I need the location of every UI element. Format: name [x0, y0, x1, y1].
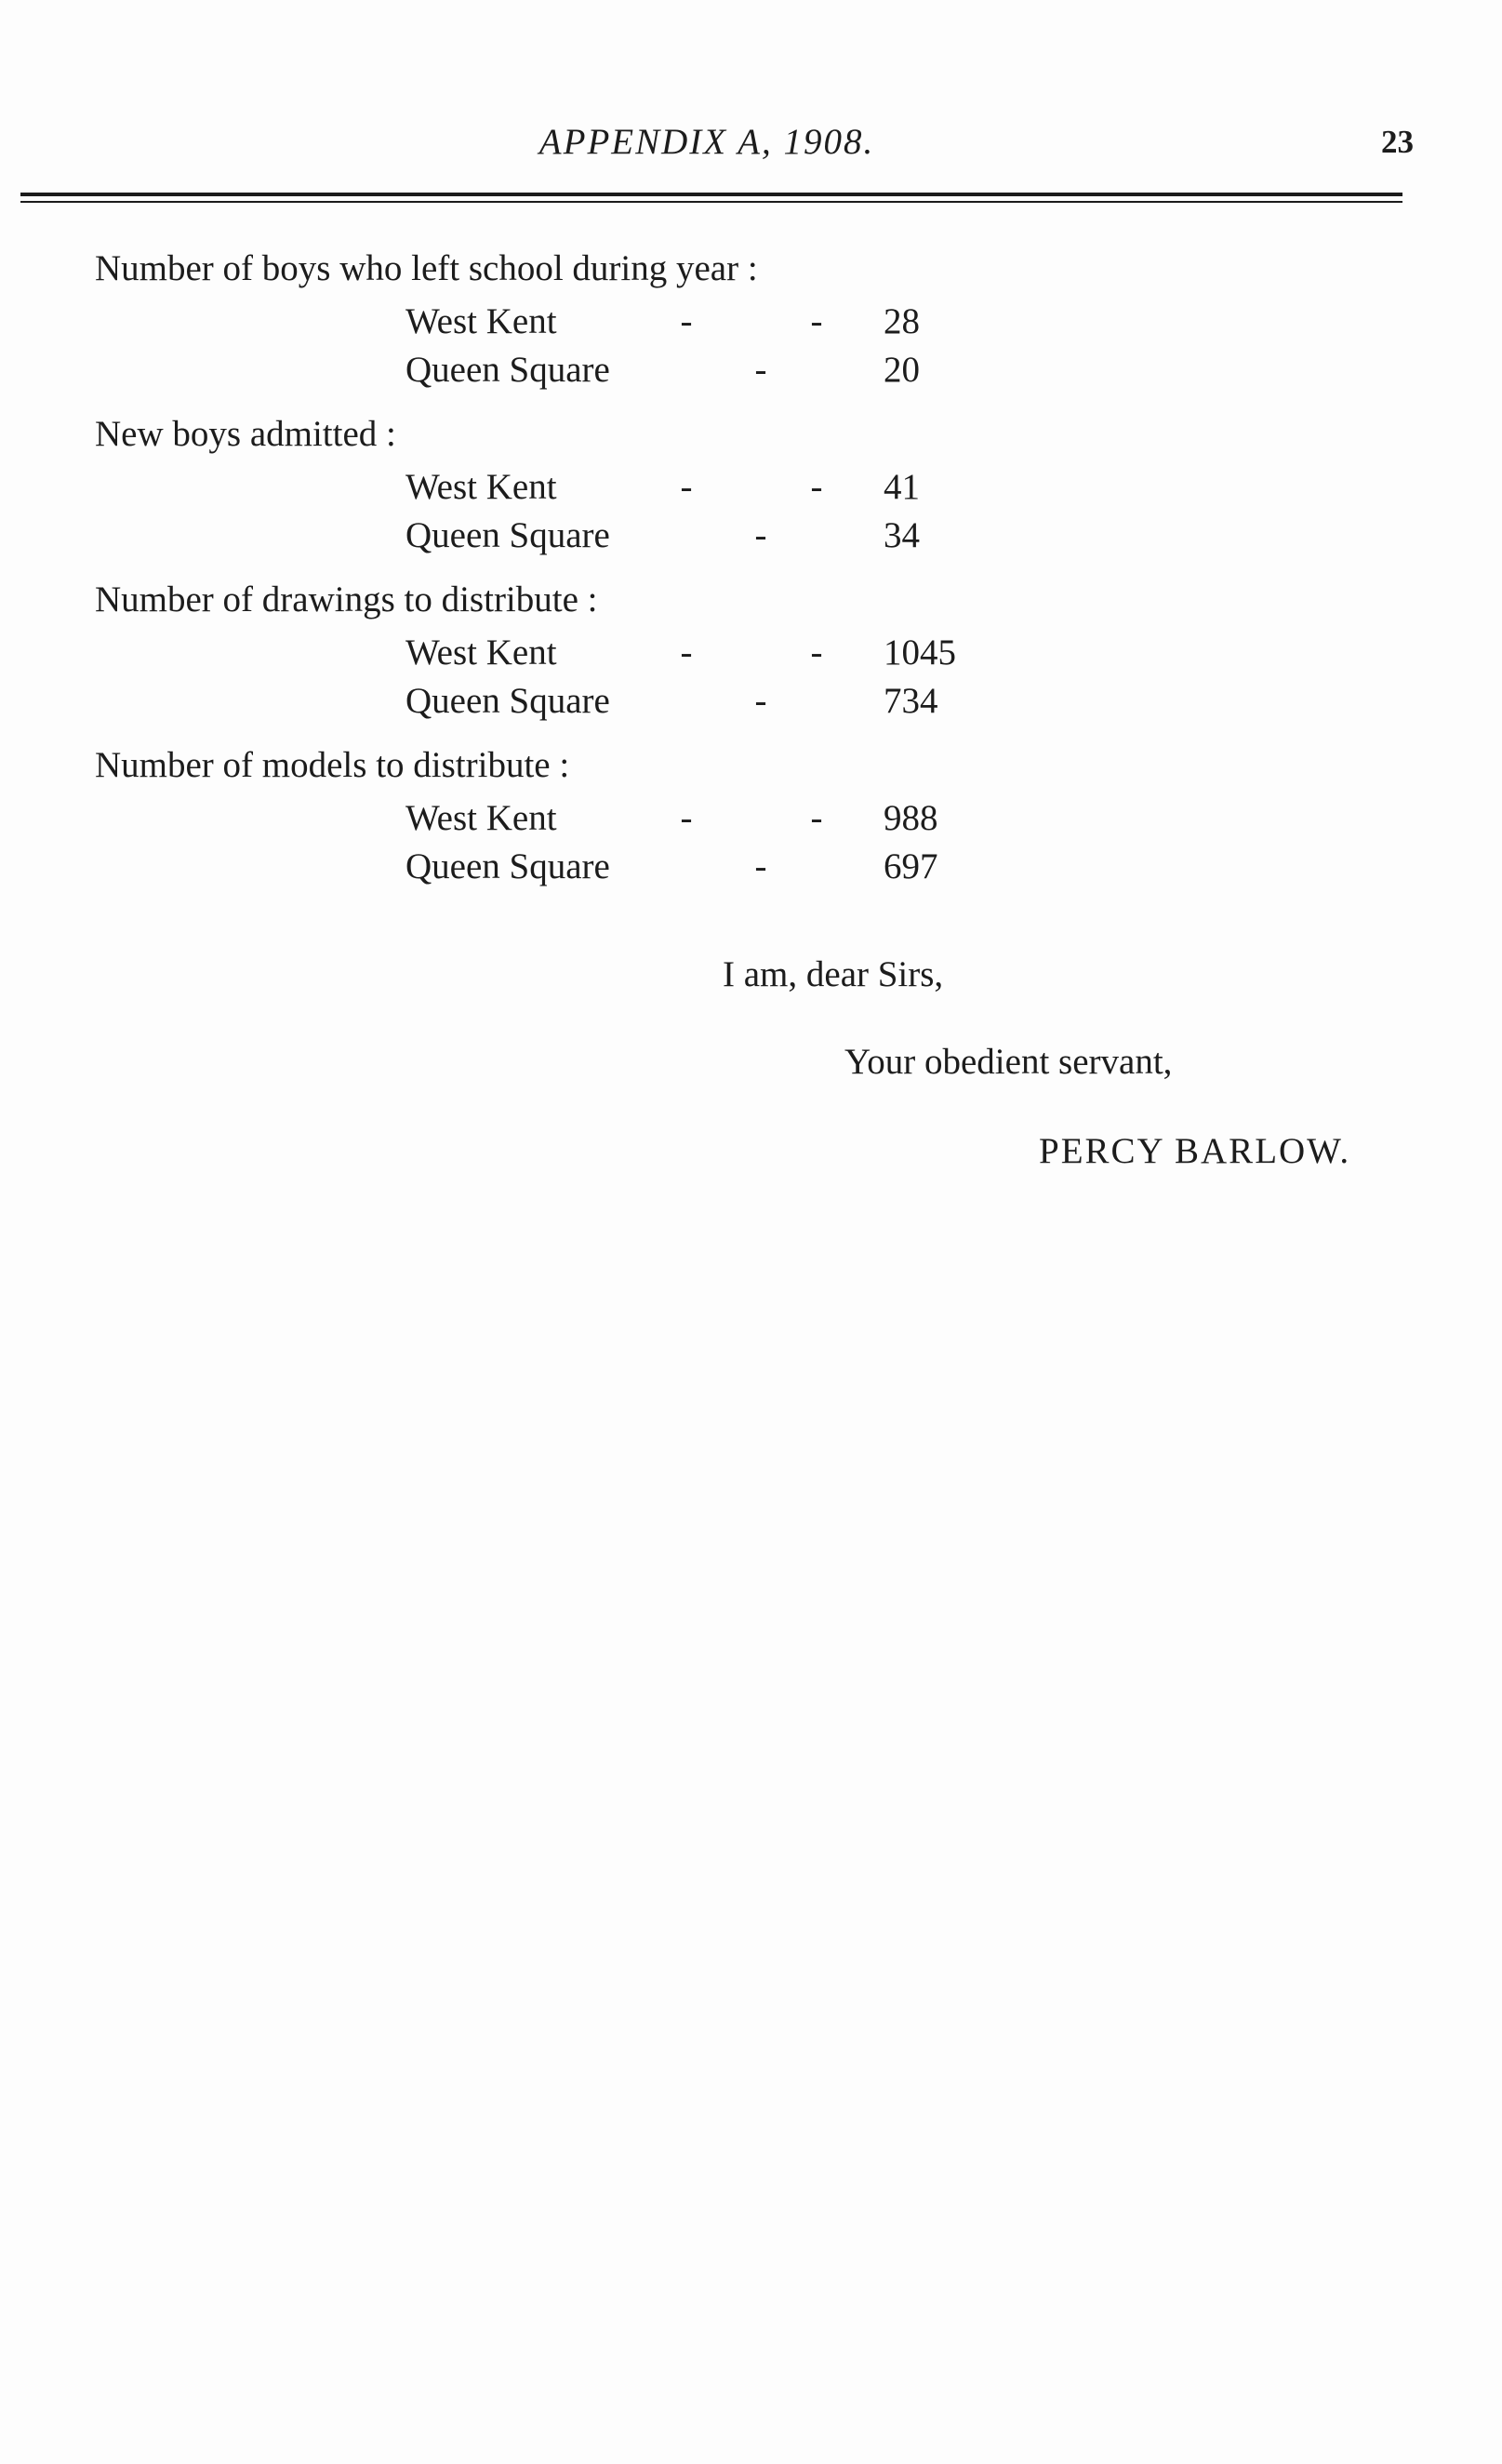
stat-row-queen-square: [0, 677, 1502, 726]
place-name: West Kent: [405, 798, 557, 838]
page-number: 23: [1381, 124, 1414, 160]
leader-dash: -: [680, 633, 693, 673]
leader-dash: -: [680, 798, 693, 838]
stat-row-west-kent: [0, 629, 1502, 677]
leader-dash: -: [754, 515, 767, 555]
stat-row-west-kent: [0, 298, 1502, 346]
stat-row-queen-square: [0, 346, 1502, 394]
section-drawings: [0, 571, 1502, 726]
stat-value: 28: [884, 301, 920, 341]
stat-row-west-kent: [0, 463, 1502, 512]
place-name: West Kent: [405, 301, 557, 341]
leader-dash: -: [810, 301, 823, 341]
section-new-boys: [0, 406, 1502, 560]
leader-dash: -: [810, 798, 823, 838]
stat-value: 734: [884, 681, 938, 721]
place-name: West Kent: [405, 633, 557, 673]
running-head: [0, 119, 1502, 166]
stat-value: 697: [884, 846, 938, 886]
section-heading: New boys admitted :: [95, 414, 396, 454]
leader-dash: -: [680, 301, 693, 341]
stat-row-queen-square: [0, 512, 1502, 560]
running-title: APPENDIX A, 1908.: [538, 122, 875, 162]
stat-value: 1045: [884, 633, 956, 673]
place-name: West Kent: [405, 467, 557, 507]
section-heading: Number of boys who left school during year :: [95, 248, 758, 288]
stat-value: 34: [884, 515, 920, 555]
salutation: I am, dear Sirs,: [723, 954, 944, 994]
section-heading: Number of models to distribute :: [95, 745, 570, 785]
stat-value: 41: [884, 467, 920, 507]
place-name: Queen Square: [405, 515, 610, 555]
valediction: Your obedient servant,: [844, 1042, 1173, 1082]
leader-dash: -: [754, 681, 767, 721]
section-models: [0, 737, 1502, 891]
statistics-list: [0, 240, 1502, 891]
place-name: Queen Square: [405, 846, 610, 886]
leader-dash: -: [754, 846, 767, 886]
leader-dash: -: [754, 350, 767, 390]
header-rule-thin: [20, 201, 1402, 203]
signature: PERCY BARLOW.: [1039, 1131, 1351, 1171]
section-boys-left: [0, 240, 1502, 394]
leader-dash: -: [680, 467, 693, 507]
stat-value: 988: [884, 798, 938, 838]
stat-value: 20: [884, 350, 920, 390]
leader-dash: -: [810, 633, 823, 673]
place-name: Queen Square: [405, 350, 610, 390]
section-heading: Number of drawings to distribute :: [95, 579, 598, 619]
stat-row-west-kent: [0, 794, 1502, 843]
header-rule-thick: [20, 193, 1402, 196]
place-name: Queen Square: [405, 681, 610, 721]
stat-row-queen-square: [0, 843, 1502, 891]
leader-dash: -: [810, 467, 823, 507]
